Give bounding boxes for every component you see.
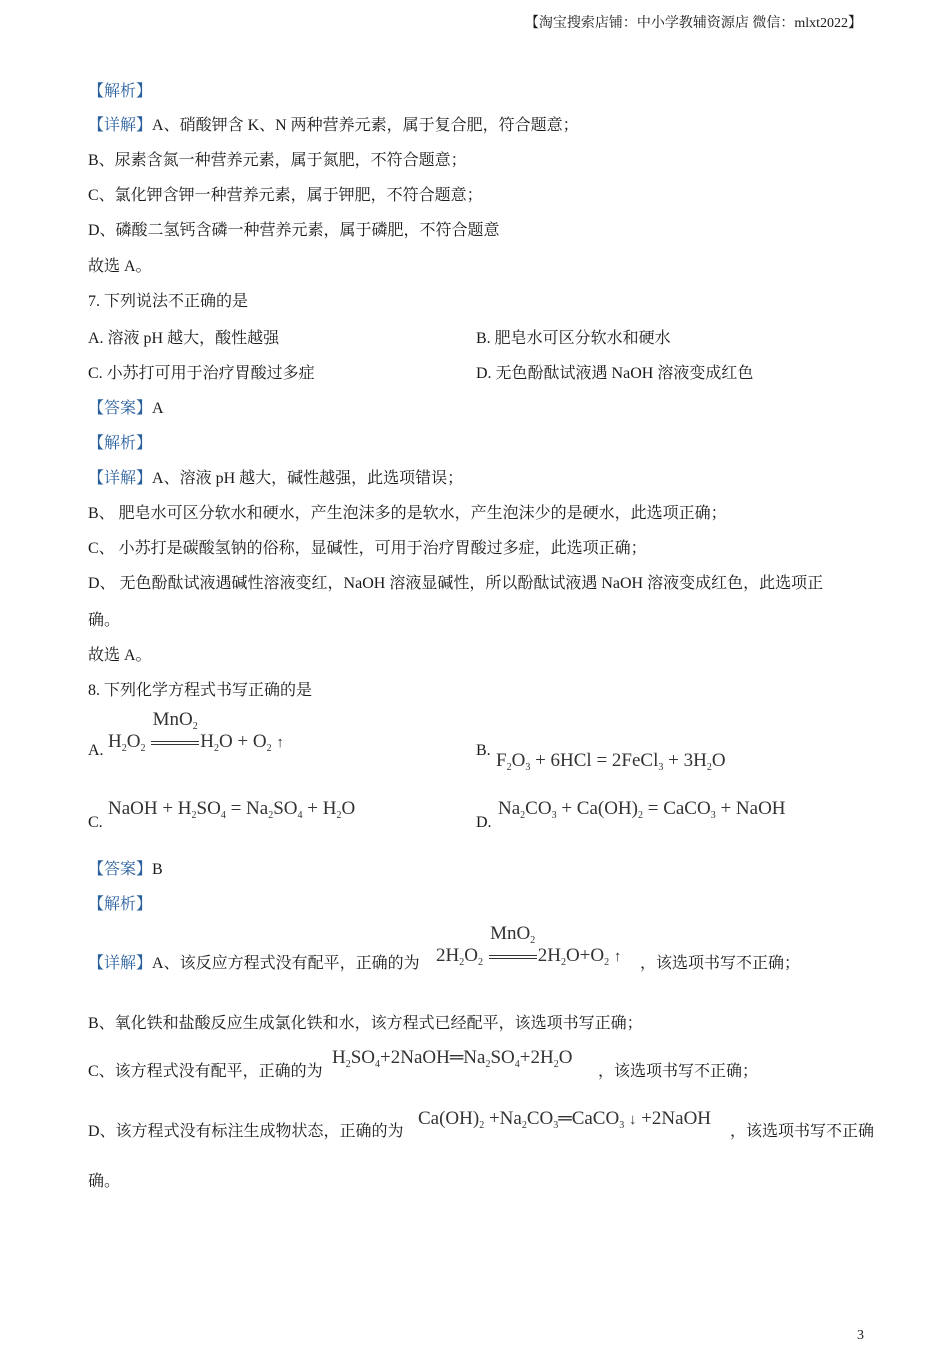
q7-answer: A (152, 400, 164, 417)
q8-answer-line (88, 860, 163, 880)
q8-detail-a-post: ，该选项书写不正确； (640, 955, 801, 972)
q8-line-d2: 确。 (88, 1173, 121, 1190)
q8-line-c-equation: $H_2SO_4+2NaOH═Na_2SO_4+2H_2O$ (332, 1047, 573, 1070)
detail-line (88, 954, 420, 974)
analysis-tag: 【解析】 (88, 83, 153, 100)
q7-detail-a: A、溶液 pH 越大，碱性越强，此选项错误； (152, 470, 464, 487)
q6-line-b: B、尿素含氮一种营养元素，属于氮肥，不符合题意； (88, 152, 467, 169)
q8-line-d-post: ，该选项书写不正确 (730, 1123, 875, 1140)
detail-line (88, 116, 579, 136)
q8-line-c-post: ，该选项书写不正确； (598, 1063, 759, 1080)
q8-detail-a-pre: A、该反应方程式没有配平，正确的为 (152, 955, 420, 972)
q8-option-a-equation: $H_2O_2$ MnO$_2$ $H_2O + O_2$ ↑ (108, 709, 284, 754)
detail-line (88, 469, 463, 489)
detail-tag: 【详解】 (88, 117, 153, 134)
q8-option-b-label: B. (476, 742, 491, 759)
answer-tag: 【答案】 (88, 400, 153, 417)
analysis-tag: 【解析】 (88, 896, 153, 913)
q7-line-c: C、 小苏打是碳酸氢钠的俗称，显碱性，可用于治疗胃酸过多症，此选项正确； (88, 540, 647, 557)
q6-detail-a: A、硝酸钾含 K、N 两种营养元素，属于复合肥，符合题意； (152, 117, 579, 134)
q7-option-d: D. 无色酚酞试液遇 NaOH 溶液变成红色 (476, 365, 754, 382)
q7-stem: 7. 下列说法不正确的是 (88, 293, 249, 310)
q7-answer-line (88, 399, 164, 419)
q8-option-d-label: D. (476, 814, 492, 831)
analysis-tag: 【解析】 (88, 435, 153, 452)
detail-tag: 【详解】 (88, 470, 153, 487)
q7-line-b: B、 肥皂水可区分软水和硬水，产生泡沫多的是软水，产生泡沫少的是硬水，此选项正确； (88, 505, 727, 522)
q8-line-d-pre: D、该方程式没有标注生成物状态，正确的为 (88, 1123, 404, 1140)
q8-line-c-pre: C、该方程式没有配平，正确的为 (88, 1063, 323, 1080)
q7-option-c: C. 小苏打可用于治疗胃酸过多症 (88, 365, 315, 382)
q7-option-a: A. 溶液 pH 越大，酸性越强 (88, 330, 280, 347)
answer-tag: 【答案】 (88, 861, 153, 878)
q7-option-b: B. 肥皂水可区分软水和硬水 (476, 330, 671, 347)
q7-conclusion: 故选 A。 (88, 647, 152, 664)
q6-line-c: C、氯化钾含钾一种营养元素，属于钾肥，不符合题意； (88, 187, 483, 204)
q6-conclusion: 故选 A。 (88, 258, 152, 275)
q8-option-c-label: C. (88, 814, 103, 831)
q8-answer: B (152, 861, 163, 878)
detail-tag: 【详解】 (88, 955, 153, 972)
q8-stem: 8. 下列化学方程式书写正确的是 (88, 682, 313, 699)
q8-option-b-equation: $F_2O_3 + 6HCl$ = 2FeCl$_3$ + $3H_2O$ (496, 750, 726, 773)
q8-option-d-equation: $Na_2CO_3 + Ca(OH)_2$ = CaCO$_3$ + NaOH (498, 798, 786, 821)
page-number: 3 (857, 1328, 864, 1343)
q8-option-c-equation: NaOH + $H_2SO_4 = Na_2SO_4 + H_2O$ (108, 798, 356, 821)
q8-line-b: B、氧化铁和盐酸反应生成氯化铁和水，该方程式已经配平，该选项书写正确； (88, 1015, 643, 1032)
q8-line-d-equation: $Ca(OH)_2$ $+Na_2CO_3═CaCO_3$ ↓ +2NaOH (418, 1108, 712, 1131)
q8-option-a-label: A. (88, 742, 104, 759)
q8-detail-a-equation: $2H_2O_2$ MnO$_2$ $2H_2O+O_2$ ↑ (436, 923, 622, 968)
q7-line-d2: 确。 (88, 612, 121, 629)
q7-line-d1: D、 无色酚酞试液遇碱性溶液变红，NaOH 溶液显碱性，所以酚酞试液遇 NaOH 溶液变成红色，此选项正 (88, 575, 824, 592)
page-header: 【淘宝搜索店铺：中小学教辅资源店 微信：mlxt2022】 (524, 16, 862, 31)
q6-line-d: D、磷酸二氢钙含磷一种营养元素，属于磷肥，不符合题意 (88, 222, 500, 239)
